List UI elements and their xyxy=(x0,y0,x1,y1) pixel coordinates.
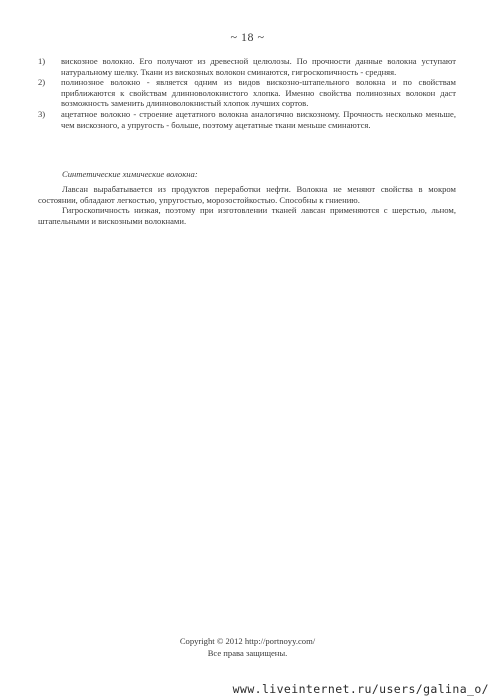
list-item-text: полинозное волокно - является одним из видов вискозно-штапельного волокна и по свойствам приближаются к свойствам длинноволокнистого хлопка. Именно свойства полинозных волокон даст возможность заменить длинноволокнистый хлопок лучших сортов. xyxy=(61,77,456,109)
footer-rights: Все права защищены. xyxy=(207,648,288,658)
watermark-url: www.liveinternet.ru/users/galina_o/ xyxy=(232,682,489,696)
paragraph: Лавсан вырабатывается из продуктов переработки нефти. Волокна не меняют свойства в мокром состоянии, обладают легкостью, упругостью, морозостойкостью. Способны к гниению. xyxy=(38,184,456,205)
list-item-text: вискозное волокно. Его получают из древесной целюлозы. По прочности данные волокна уступают натуральному шелку. Ткани из вискозных волокон сминаются, гигроскопичность - средняя. xyxy=(61,56,456,77)
body-text xyxy=(38,184,456,226)
fiber-types-list xyxy=(38,56,456,130)
list-item-number: 1) xyxy=(38,56,46,66)
list-item xyxy=(38,77,456,109)
list-item-number: 2) xyxy=(38,77,46,88)
page-number: ~ 18 ~ xyxy=(230,30,265,44)
footer-copyright: Copyright © 2012 http://portnoyy.com/ xyxy=(179,636,316,646)
list-item-text: ацетатное волокно - строение ацетатного волокна аналогично вискозному. Прочность несколько меньше, чем вискозного, а упругость - больше, поэтому ацетатные ткани меньше сминаются. xyxy=(61,108,456,130)
section-heading: Синтетические химические волокна: xyxy=(62,169,198,179)
list-item xyxy=(38,56,456,77)
list-item xyxy=(38,109,456,130)
list-item-number: 3) xyxy=(38,108,46,119)
paragraph: Гигроскопичность низкая, поэтому при изготовлении тканей лавсан применяются с шерстью, льном, штапельными и вискозными волокнами. xyxy=(38,205,456,226)
